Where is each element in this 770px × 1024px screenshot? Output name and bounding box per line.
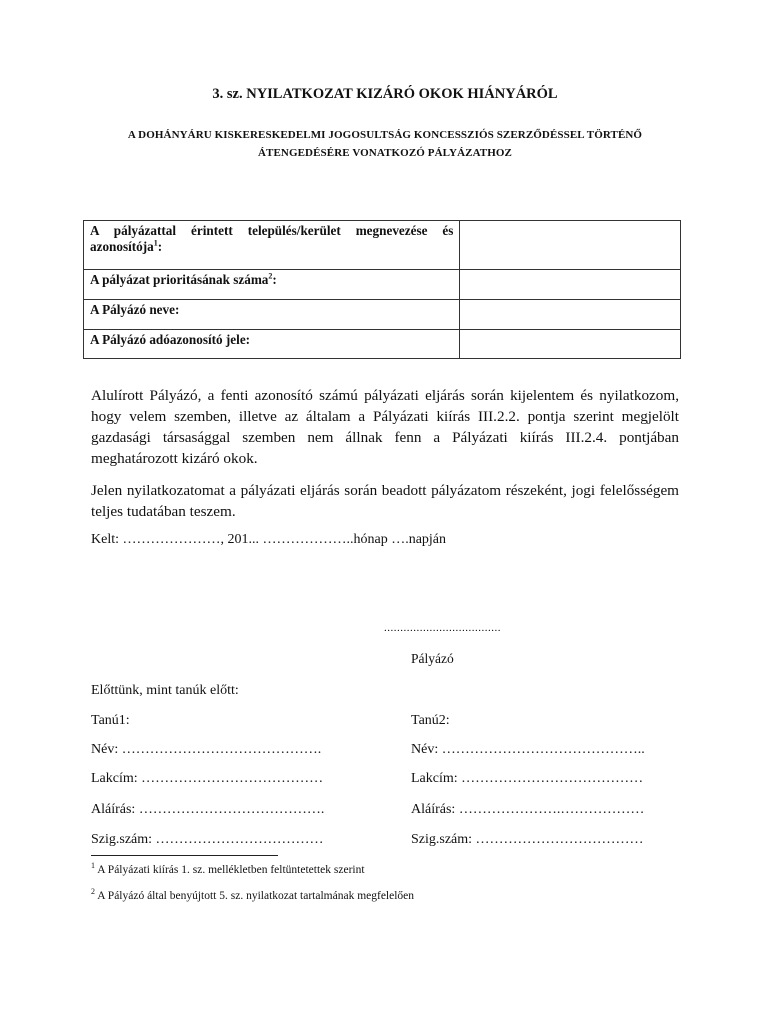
witness1-name-field[interactable]: Név: ……………………………………. xyxy=(91,742,322,757)
witness2-signature-field[interactable]: Aláírás: ………………….……………… xyxy=(411,802,645,817)
priority-field[interactable] xyxy=(460,270,681,300)
document-subtitle xyxy=(80,126,690,162)
witness2-name-field[interactable]: Név: …………………………………….. xyxy=(411,742,645,757)
applicant-name-label: A Pályázó neve: xyxy=(84,300,460,330)
footnote-ref-2: 2 xyxy=(268,271,273,281)
tax-id-field[interactable] xyxy=(460,330,681,359)
witness2-address-field[interactable]: Lakcím: ………………………………… xyxy=(411,771,644,786)
footnote-ref-1: 1 xyxy=(153,238,158,248)
settlement-field[interactable] xyxy=(460,221,681,270)
witness2-title: Tanú2: xyxy=(411,713,450,728)
date-line[interactable]: Kelt: …………………, 201... ………………..hónap ….napján xyxy=(91,532,447,547)
witness-intro: Előttünk, mint tanúk előtt: xyxy=(91,683,239,698)
identification-table xyxy=(83,220,681,359)
footnote-mark: 1 xyxy=(91,861,95,871)
table-row xyxy=(84,270,681,300)
footnote-mark: 2 xyxy=(91,887,95,897)
footnote-text: A Pályázó által benyújtott 5. sz. nyilatkozat tartalmának megfelelően xyxy=(97,890,415,902)
table-row xyxy=(84,221,681,270)
responsibility-paragraph: Jelen nyilatkozatomat a pályázati eljárás során beadott pályázatom részeként, jogi felelősségem teljes tudatában teszem. xyxy=(91,482,679,520)
subtitle-line-2: ÁTENGEDÉSÉRE VONATKOZÓ PÁLYÁZATHOZ xyxy=(258,147,512,159)
witness2-id-field[interactable]: Szig.szám: ……………………………… xyxy=(411,832,644,847)
witness1-address-field[interactable]: Lakcím: ………………………………… xyxy=(91,771,324,786)
witness1-title: Tanú1: xyxy=(91,713,130,728)
table-row xyxy=(84,330,681,359)
document-title: 3. sz. NYILATKOZAT KIZÁRÓ OKOK HIÁNYÁRÓL xyxy=(212,86,558,102)
footnote-divider xyxy=(91,855,278,856)
footnote-2 xyxy=(91,887,415,902)
footnote-1 xyxy=(91,861,365,876)
witness1-id-field[interactable]: Szig.szám: ……………………………… xyxy=(91,832,324,847)
priority-label: A pályázat prioritásának száma$^2$: xyxy=(84,270,460,300)
signature-label: Pályázó xyxy=(411,651,454,666)
declaration-paragraph: Alulírott Pályázó, a fenti azonosító számú pályázati eljárás során kijelentem és nyilatkozom, hogy velem szemben, illetve az általam a Pályázati kiírás III.2.2. pontja szerint megjelölt gazdasági társasággal szemben nem állnak fenn a Pályázati kiírás III.2.4. pontjában meghatározott kizáró okok. xyxy=(91,387,679,467)
settlement-label: A pályázattal érintett település/kerület megnevezése és azonosítója$^1$: xyxy=(84,221,460,270)
footnote-text: A Pályázati kiírás 1. sz. mellékletben feltüntetettek szerint xyxy=(97,864,365,876)
tax-id-label: A Pályázó adóazonosító jele: xyxy=(84,330,460,359)
table-row xyxy=(84,300,681,330)
witness1-signature-field[interactable]: Aláírás: …………………………………. xyxy=(91,802,325,817)
signature-line[interactable]: .................................... xyxy=(384,622,501,634)
subtitle-line-1: A DOHÁNYÁRU KISKERESKEDELMI JOGOSULTSÁG KONCESSZIÓS SZERZŐDÉSSEL TÖRTÉNŐ xyxy=(127,129,643,141)
applicant-name-field[interactable] xyxy=(460,300,681,330)
